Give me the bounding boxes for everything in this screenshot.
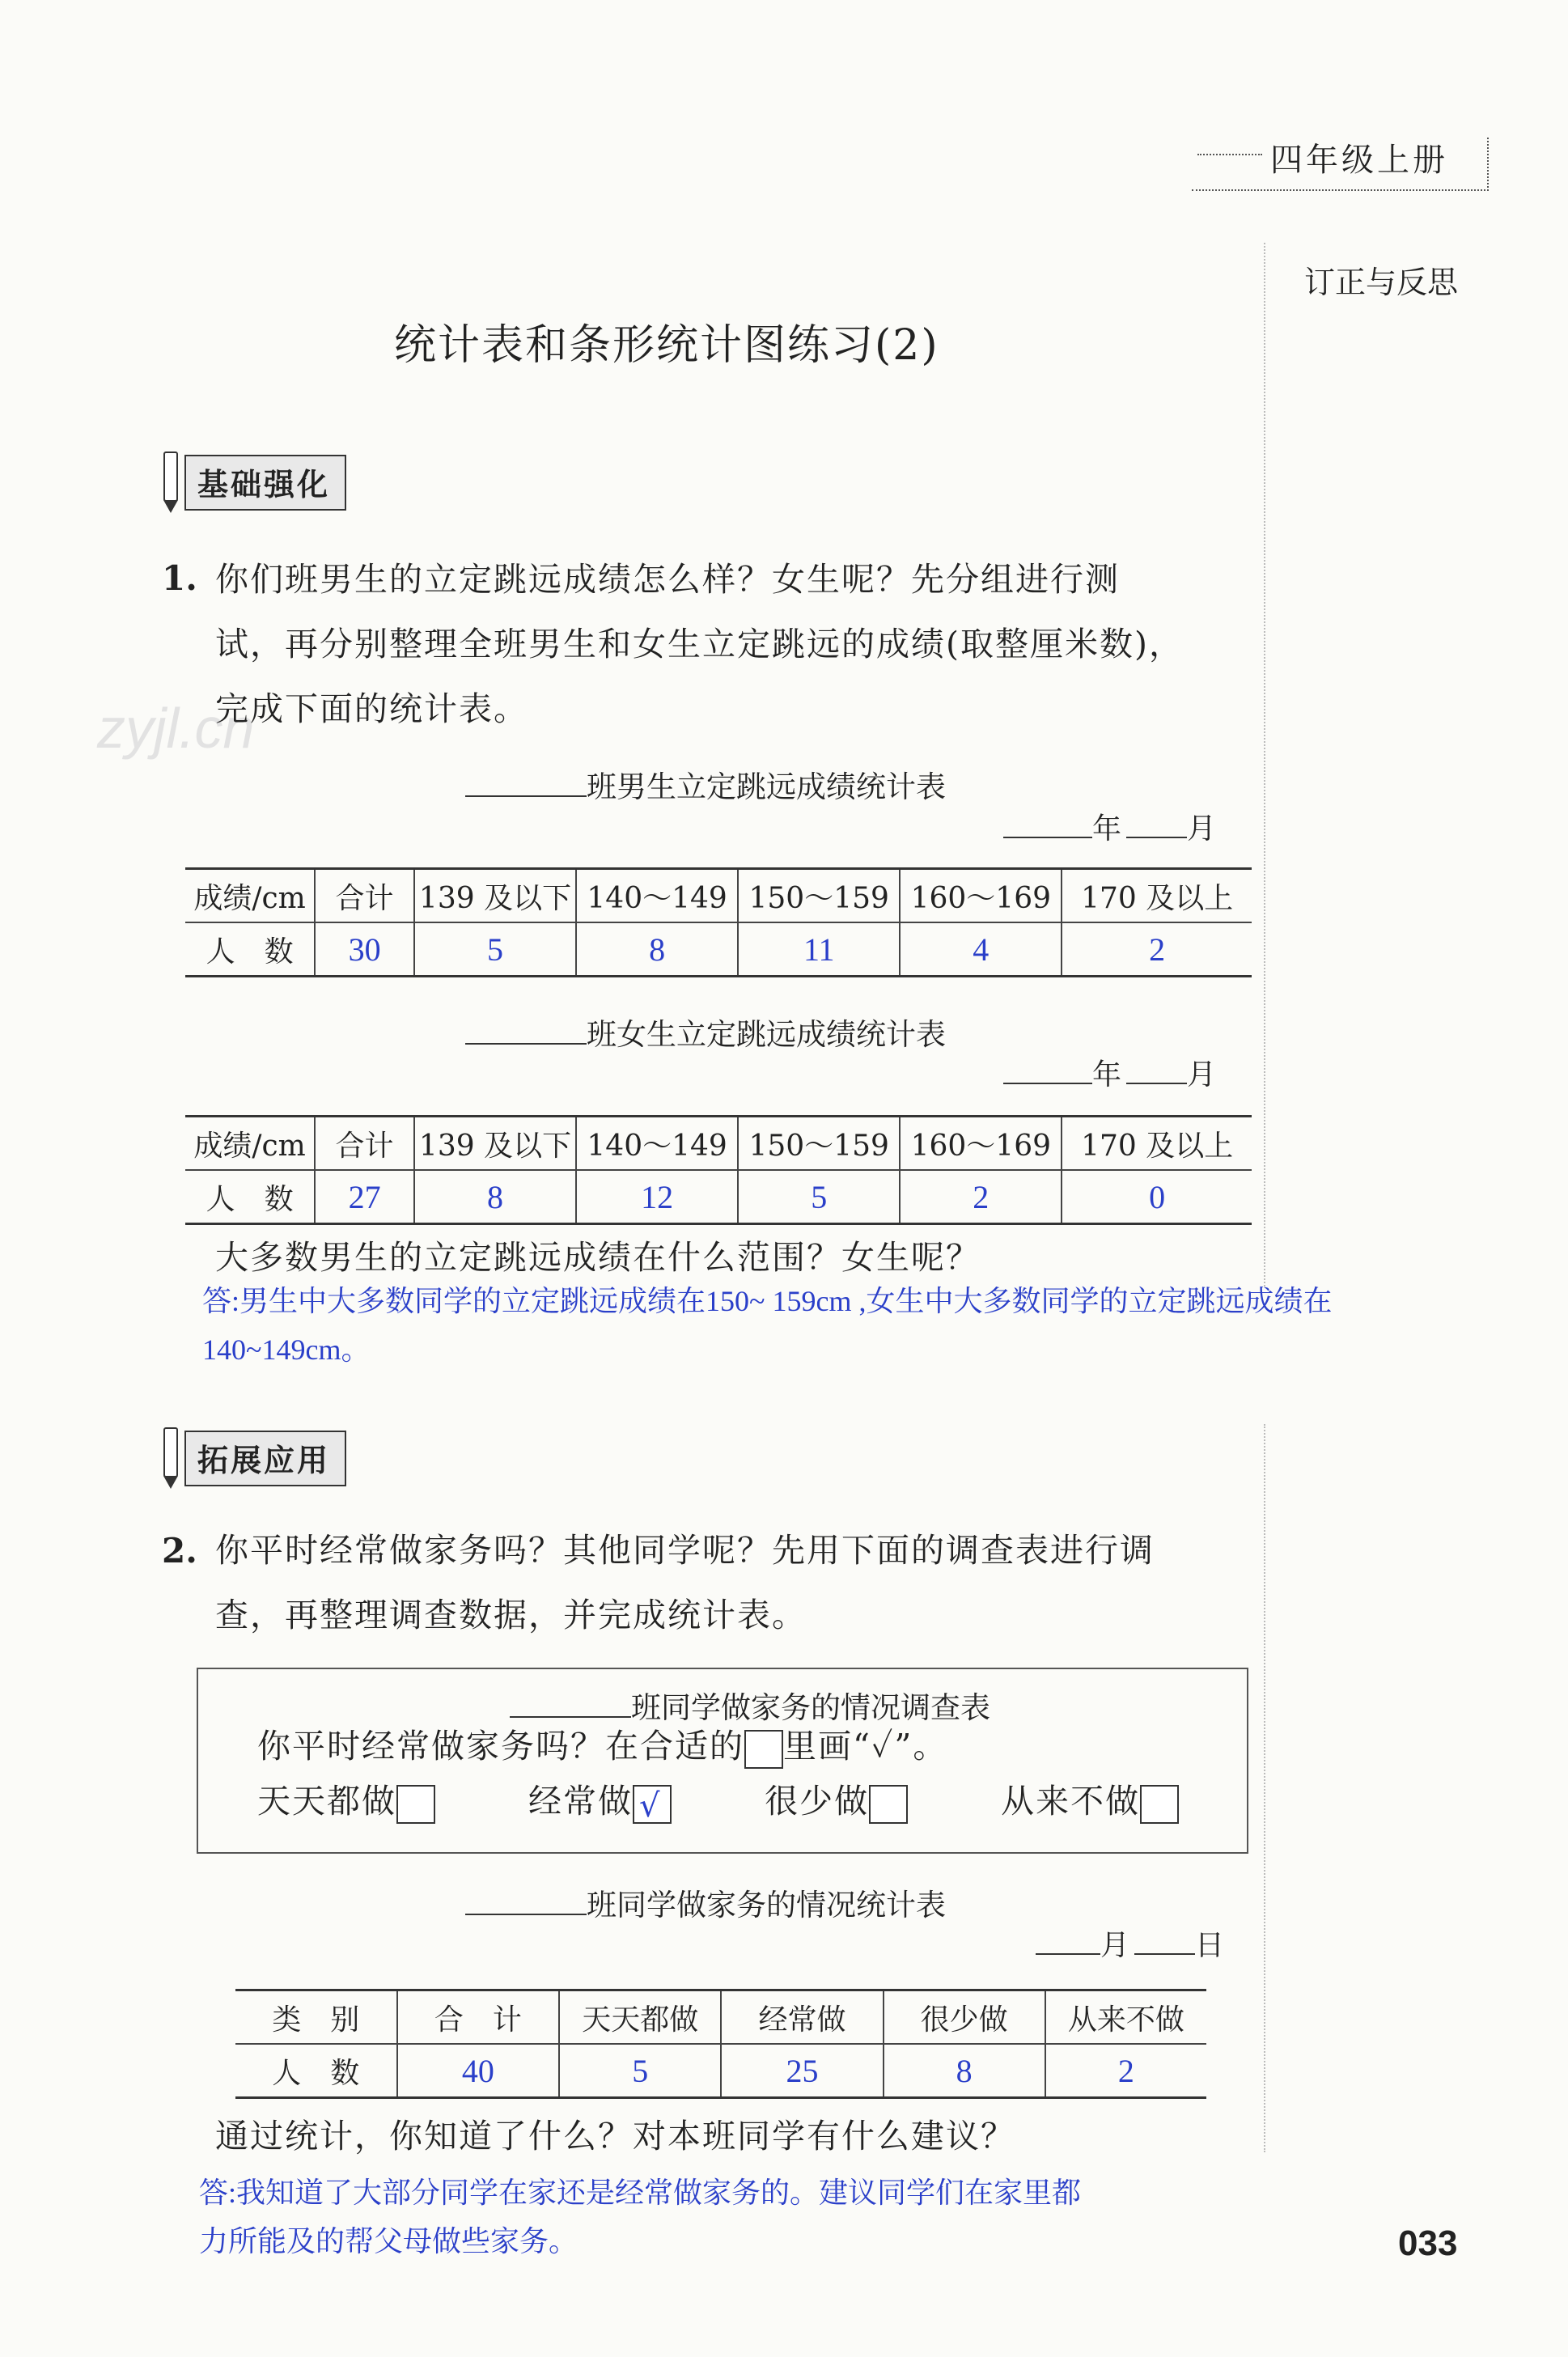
value-cell[interactable]: 40 xyxy=(397,2044,560,2098)
value-cell[interactable]: 8 xyxy=(884,2044,1045,2098)
header-cell: 170 及以上 xyxy=(1062,869,1252,923)
date-line xyxy=(1003,806,1216,847)
month-label: 月 xyxy=(1187,1058,1217,1092)
value-cell[interactable]: 11 xyxy=(738,922,900,977)
date-line xyxy=(1003,1052,1216,1093)
page-title: 统计表和条形统计图练习(2) xyxy=(394,321,939,370)
survey-title: 班同学做家务的情况调查表 xyxy=(631,1690,990,1725)
table-caption xyxy=(465,762,946,806)
section-tag-label: 基础强化 xyxy=(184,455,346,511)
header-cell: 成绩/cm xyxy=(185,1117,315,1171)
year-label: 年 xyxy=(1092,1058,1122,1092)
value-cell[interactable]: 30 xyxy=(315,922,414,977)
table-title: 班同学做家务的情况统计表 xyxy=(587,1888,946,1922)
value-cell[interactable]: 4 xyxy=(900,922,1062,977)
sub-question: 通过统计，你知道了什么？对本班同学有什么建议？ xyxy=(215,2117,1015,2156)
housework-table xyxy=(235,1989,1206,2099)
class-blank[interactable] xyxy=(465,1914,587,1915)
header-cell: 139 及以下 xyxy=(414,869,576,923)
section-tag-basic xyxy=(159,450,346,515)
class-blank[interactable] xyxy=(465,795,587,797)
value-cell[interactable]: 2 xyxy=(1045,2044,1206,2098)
row-label: 人 数 xyxy=(185,922,315,977)
value-cell[interactable]: 8 xyxy=(576,922,738,977)
question-number: 1. xyxy=(162,558,197,598)
question-line: 你平时经常做家务吗？其他同学呢？先用下面的调查表进行调 xyxy=(215,1531,1155,1570)
boys-table xyxy=(185,867,1252,977)
month-blank[interactable] xyxy=(1126,837,1187,838)
year-label: 年 xyxy=(1092,812,1122,846)
question-line: 完成下面的统计表。 xyxy=(215,689,528,728)
header-cell: 140～149 xyxy=(576,1117,738,1171)
table-title: 班女生立定跳远成绩统计表 xyxy=(587,1017,946,1052)
watermark: zyjl.cn xyxy=(97,697,255,760)
side-title: 订正与反思 xyxy=(1304,265,1459,300)
sub-question: 大多数男生的立定跳远成绩在什么范围？女生呢？ xyxy=(215,1238,981,1277)
value-cell[interactable]: 0 xyxy=(1062,1170,1252,1224)
survey-prompt xyxy=(257,1722,947,1770)
header-cell: 经常做 xyxy=(721,1990,883,2045)
year-blank[interactable] xyxy=(1003,1083,1092,1084)
question-text xyxy=(215,1518,1155,1647)
question-line: 查，再整理调查数据，并完成统计表。 xyxy=(215,1596,807,1634)
day-blank[interactable] xyxy=(1134,1953,1195,1955)
header-cell: 160～169 xyxy=(900,869,1062,923)
header-cell: 很少做 xyxy=(884,1990,1045,2045)
value-cell[interactable]: 5 xyxy=(559,2044,721,2098)
header-cell: 成绩/cm xyxy=(185,869,315,923)
checkbox-rarely[interactable] xyxy=(869,1785,908,1824)
check-mark-icon: √ xyxy=(639,1787,662,1825)
option-daily: 天天都做 xyxy=(257,1782,435,1821)
pencil-icon xyxy=(159,450,180,515)
question-text xyxy=(215,547,1184,741)
value-cell[interactable]: 2 xyxy=(1062,922,1252,977)
header-cell: 天天都做 xyxy=(559,1990,721,2045)
value-cell[interactable]: 5 xyxy=(738,1170,900,1224)
section-tag-extend xyxy=(159,1426,346,1490)
class-blank[interactable] xyxy=(465,1043,587,1045)
answer-line: 答:我知道了大部分同学在家还是经常做家务的。建议同学们在家里都 xyxy=(199,2177,1082,2209)
answer-line: 140~149cm。 xyxy=(202,1333,371,1366)
header-cell: 合计 xyxy=(315,1117,414,1171)
day-label: 日 xyxy=(1195,1929,1225,1962)
header-cell: 类 别 xyxy=(235,1990,397,2045)
survey-options xyxy=(257,1777,1179,1825)
month-label: 月 xyxy=(1100,1929,1130,1962)
value-cell[interactable]: 5 xyxy=(414,922,576,977)
header-cell: 合计 xyxy=(315,869,414,923)
page-number: 033 xyxy=(1398,2223,1458,2263)
header-cell: 140～149 xyxy=(576,869,738,923)
section-tag-label: 拓展应用 xyxy=(184,1431,346,1486)
value-cell[interactable]: 27 xyxy=(315,1170,414,1224)
value-cell[interactable]: 8 xyxy=(414,1170,576,1224)
month-blank[interactable] xyxy=(1126,1083,1187,1084)
year-blank[interactable] xyxy=(1003,837,1092,838)
margin-divider xyxy=(1264,1424,1265,2152)
header-cell: 从来不做 xyxy=(1045,1990,1206,2045)
question-line: 试，再分别整理全班男生和女生立定跳远的成绩(取整厘米数)， xyxy=(215,625,1184,663)
sample-checkbox xyxy=(744,1730,783,1769)
header-cell: 170 及以上 xyxy=(1062,1117,1252,1171)
header-cell: 139 及以下 xyxy=(414,1117,576,1171)
value-cell[interactable]: 2 xyxy=(900,1170,1062,1224)
header-cell: 160～169 xyxy=(900,1117,1062,1171)
answer-text xyxy=(199,2168,1081,2266)
answer-line: 答:男生中大多数同学的立定跳远成绩在150~ 159cm ,女生中大多数同学的立定跳远成绩在 xyxy=(202,1285,1333,1317)
option-rarely: 很少做 xyxy=(765,1782,908,1821)
table-caption xyxy=(465,1880,946,1924)
month-label: 月 xyxy=(1187,812,1217,846)
row-label: 人 数 xyxy=(235,2044,397,2098)
checkbox-often[interactable] xyxy=(633,1785,672,1824)
date-line xyxy=(1036,1922,1224,1964)
grade-label: 四年级上册 xyxy=(1270,142,1448,179)
answer-line: 力所能及的帮父母做些家务。 xyxy=(199,2225,578,2257)
question-number: 2. xyxy=(162,1531,197,1571)
checkbox-never[interactable] xyxy=(1140,1785,1179,1824)
class-blank[interactable] xyxy=(510,1716,631,1718)
header-cell: 150～159 xyxy=(738,869,900,923)
header-cell: 合 计 xyxy=(397,1990,560,2045)
option-never: 从来不做 xyxy=(1001,1782,1179,1821)
option-often: 经常做 √ xyxy=(528,1782,672,1821)
row-label: 人 数 xyxy=(185,1170,315,1224)
girls-table xyxy=(185,1115,1252,1225)
table-caption xyxy=(465,1010,946,1053)
survey-prompt-text: 里画“✓”。 xyxy=(783,1727,948,1766)
margin-divider xyxy=(1264,243,1265,1287)
header-cell: 150～159 xyxy=(738,1117,900,1171)
value-cell[interactable]: 25 xyxy=(721,2044,883,2098)
checkbox-daily[interactable] xyxy=(396,1785,435,1824)
pencil-icon xyxy=(159,1426,180,1490)
table-title: 班男生立定跳远成绩统计表 xyxy=(587,769,946,804)
survey-caption xyxy=(510,1683,990,1727)
value-cell[interactable]: 12 xyxy=(576,1170,738,1224)
answer-text xyxy=(202,1277,1332,1374)
survey-prompt-text: 你平时经常做家务吗？在合适的 xyxy=(257,1727,744,1766)
question-line: 你们班男生的立定跳远成绩怎么样？女生呢？先分组进行测 xyxy=(215,560,1120,599)
month-blank[interactable] xyxy=(1036,1953,1100,1955)
